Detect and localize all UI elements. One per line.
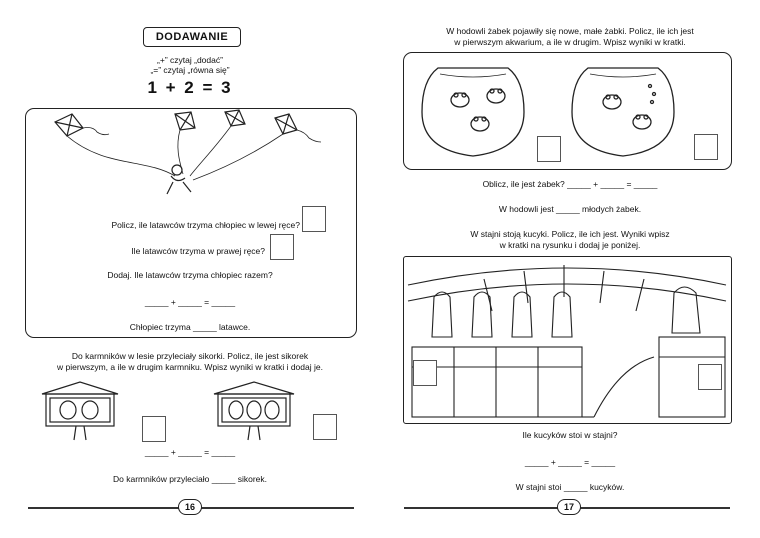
aquarium-2-illustration: [568, 62, 678, 160]
page-number-left: 16: [178, 499, 202, 515]
birds-instruction-line2: w pierwszym, a ile w drugim karmniku. Wpisz wyniki w kratki i dodaj je.: [57, 362, 323, 372]
kites-sum[interactable]: _____ + _____ = _____: [144, 297, 236, 307]
kites-question-right: Ile latawców trzyma w prawej ręce?: [131, 246, 265, 256]
equation: 1 + 2 = 3: [147, 78, 233, 97]
horses-instruction-line2: w kratki na rysunku i dodaj je poniżej.: [499, 240, 641, 250]
kites-answer[interactable]: Chłopiec trzyma _____ latawce.: [129, 322, 251, 332]
kites-question-left: Policz, ile latawców trzyma chłopiec w lewej ręce?: [111, 220, 300, 230]
answer-box-feeder-1[interactable]: [142, 416, 166, 442]
plus-note: „+” czytaj „dodać”: [157, 55, 223, 65]
frogs-question[interactable]: Oblicz, ile jest żabek? _____ + _____ = _____: [482, 179, 658, 189]
frogs-instruction-line1: W hodowli żabek pojawiły się nowe, małe żabki. Policz, ile ich jest: [446, 26, 694, 36]
birds-instruction-line1: Do karmników w lesie przyleciały sikorki. Policz, ile jest sikorek: [71, 351, 309, 361]
stable-illustration: [404, 257, 730, 422]
answer-box-stable-left[interactable]: [413, 360, 437, 386]
birds-sum[interactable]: _____ + _____ = _____: [144, 447, 236, 457]
answer-box-aquarium-2[interactable]: [694, 134, 718, 160]
bird-feeder-2-illustration: [212, 380, 296, 442]
page-number-right: 17: [557, 499, 581, 515]
equals-note: „=” czytaj „równa się”: [150, 65, 230, 75]
answer-box-feeder-2[interactable]: [313, 414, 337, 440]
frogs-instruction-line2: w pierwszym akwarium, a ile w drugim. Wpisz wyniki w kratki.: [454, 37, 686, 47]
bird-feeder-1-illustration: [40, 380, 120, 442]
page-title: DODAWANIE: [143, 27, 241, 47]
answer-box-right-hand[interactable]: [270, 234, 294, 260]
answer-box-stable-right[interactable]: [698, 364, 722, 390]
birds-answer[interactable]: Do karmników przyleciało _____ sikorek.: [112, 474, 267, 484]
kites-illustration: [25, 108, 355, 208]
frogs-answer[interactable]: W hodowli jest _____ młodych żabek.: [498, 204, 642, 214]
horses-question: Ile kucyków stoi w stajni?: [522, 430, 618, 440]
answer-box-aquarium-1[interactable]: [537, 136, 561, 162]
horses-answer[interactable]: W stajni stoi _____ kucyków.: [515, 482, 625, 492]
aquarium-1-illustration: [418, 62, 528, 160]
horses-sum[interactable]: _____ + _____ = _____: [524, 457, 616, 467]
horses-instruction-line1: W stajni stoją kucyki. Policz, ile ich jest. Wyniki wpisz: [470, 229, 670, 239]
answer-box-left-hand[interactable]: [302, 206, 326, 232]
kites-question-total: Dodaj. Ile latawców trzyma chłopiec razem?: [107, 270, 273, 280]
